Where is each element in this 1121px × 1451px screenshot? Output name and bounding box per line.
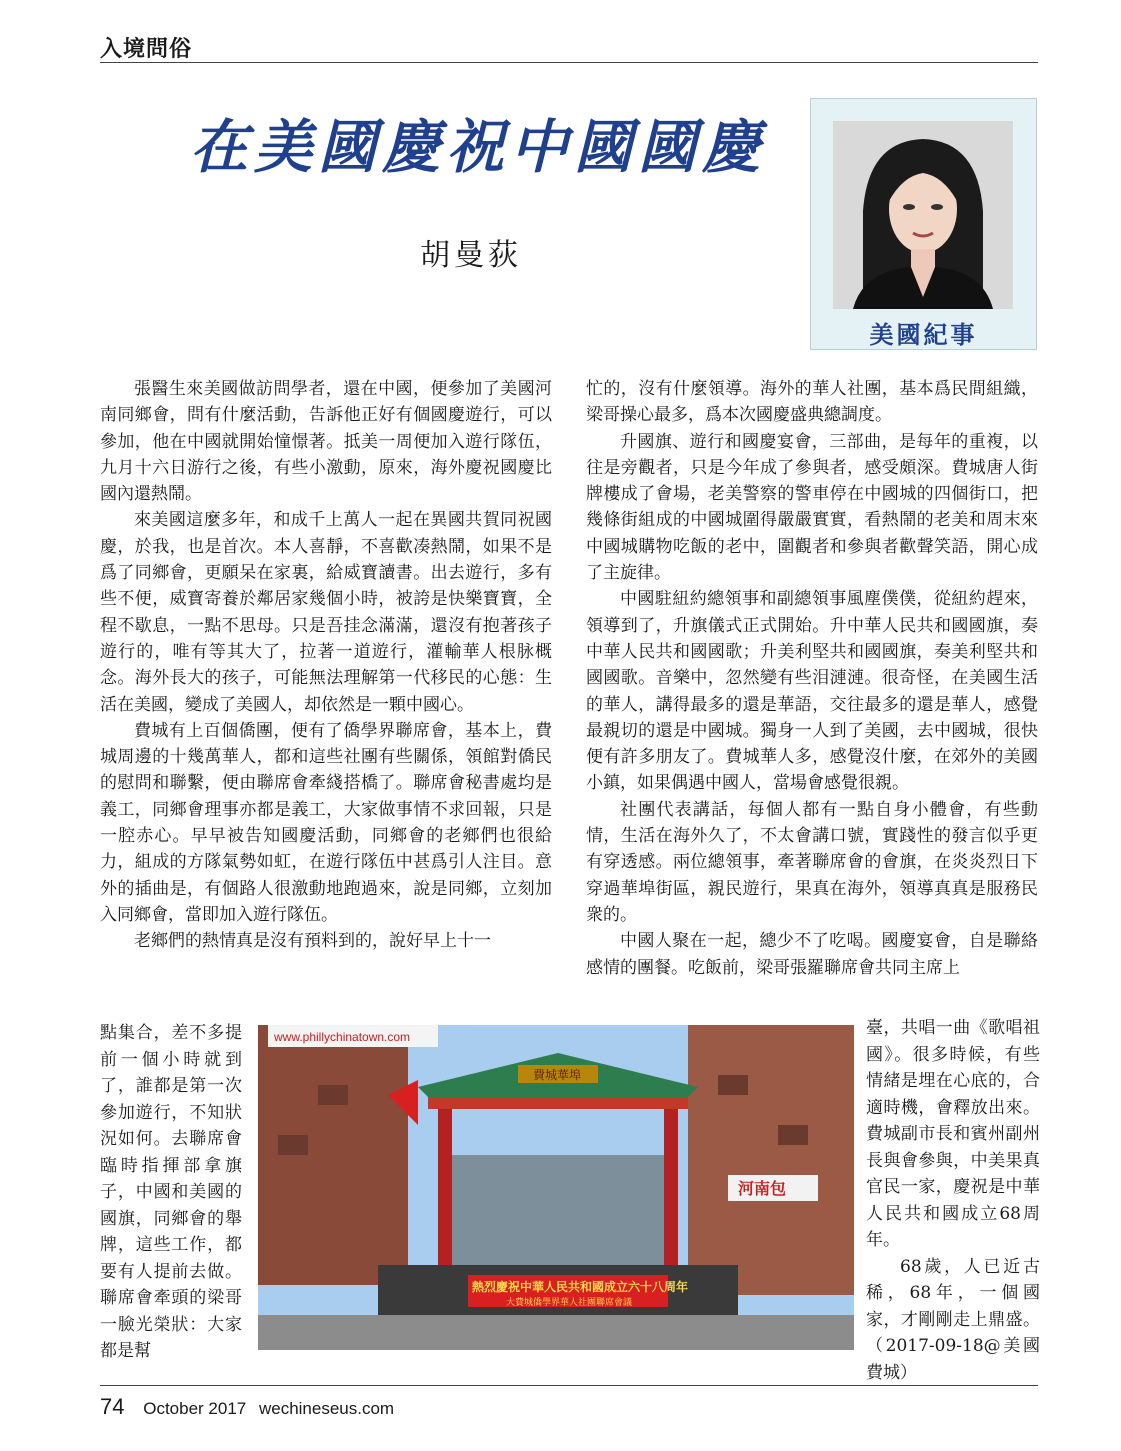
paragraph: 68歲，人已近古稀，68年，一個國家，才剛剛走上鼎盛。（2017-09-18@美國費城） [866, 1256, 1040, 1383]
right-column [586, 376, 1038, 981]
paragraph: 升國旗、遊行和國慶宴會，三部曲，是每年的重複，以往是旁觀者，只是今年成了參與者，感受頗深。費城唐人街牌樓成了會場，老美警察的警車停在中國城的四個街口，把幾條街組成的中國城圍得嚴嚴實實，看熱鬧的老美和周末來中國城購物吃飯的老中，圍觀者和參與者歡聲笑語，開心成了主旋律。 [586, 431, 1038, 584]
section-label: 入境問俗 [100, 36, 193, 62]
banner-main: 熱烈慶祝中華人民共和國成立六十八周年 [472, 1280, 689, 1294]
paragraph: 臺，共唱一曲《歌唱祖國》。很多時候，有些情緒是埋在心底的，合適時機，會釋放出來。費城副市長和賓州副州長與會參與，中美果真官民一家，慶祝是中華人民共和國成立68周年。 [866, 1018, 1040, 1250]
paragraph: 忙的，沒有什麼領導。海外的華人社團，基本爲民間組織，梁哥操心最多，爲本次國慶盛典總調度。 [586, 379, 1038, 426]
author-name: 胡曼荻 [420, 238, 522, 273]
author-photo-box [810, 98, 1037, 350]
paragraph: 來美國這麼多年，和成千上萬人一起在異國共賀同祝國慶，於我，也是首次。本人喜靜，不喜歡凑熱鬧，如果不是爲了同鄉會，更願呆在家裏，給威寶讀書。出去遊行，多有些不便，威寶寄養於鄰居家幾個小時，被誇是快樂寶寶，全程不歇息，一點不思母。只是吾挂念滿滿，還沒有抱著孩子遊行的，唯有等其大了，拉著一道遊行，灌輸華人根脉概念。海外長大的孩子，可能無法理解第一代移民的心態：生活在美國，變成了美國人，却依然是一顆中國心。 [100, 510, 552, 715]
footer [100, 1394, 402, 1420]
right-narrow-column [866, 1015, 1040, 1386]
paragraph: 張醫生來美國做訪問學者，還在中國，便參加了美國河南同鄉會，問有什麼活動，告訴他正好有個國慶遊行，可以參加，他在中國就開始憧憬著。抵美一周便加入遊行隊伍，九月十六日游行之後，有些小激動，原來，海外慶祝國慶比國內還熱鬧。 [100, 379, 552, 505]
paragraph: 老鄉們的熱情真是沒有預料到的，說好早上十一 [134, 931, 491, 952]
left-column [100, 376, 552, 955]
paragraph: 費城有上百個僑團，便有了僑學界聯席會，基本上，費城周邊的十幾萬華人，都和這些社團有些關係，領館對僑民的慰問和聯繫，便由聯席會牽綫搭橋了。聯席會秘書處均是義工，同鄉會理事亦都是義工，大家做事情不求回報，只是一腔赤心。早早被告知國慶活動，同鄉會的老鄉們也很給力，組成的方隊氣勢如虹，在遊行隊伍中甚爲引人注目。意外的插曲是，有個路人很激動地跑過來，說是同鄉，立刻加入同鄉會，當即加入遊行隊伍。 [100, 720, 552, 925]
footer-divider [100, 1385, 1038, 1386]
author-portrait [833, 121, 1013, 309]
issue-date: October 2017 [143, 1399, 247, 1418]
article-title: 在美國慶祝中國國慶 [190, 113, 767, 181]
paragraph: 社團代表講話，每個人都有一點自身小體會，有些動情，生活在海外久了，不太會講口號，實踐性的發言似乎更有穿透感。兩位總領事，牽著聯席會的會旗，在炎炎烈日下穿過華埠街區，親民遊行，果真在海外，領導真真是服務民衆的。 [586, 799, 1038, 925]
website-sign: www.phillychinatown.com [274, 1030, 411, 1044]
left-narrow-column: 點集合，差不多提前一個小時就到了，誰都是第一次參加遊行，不知狀況如何。去聯席會臨時指揮部拿旗子，中國和美國的國旗，同鄉會的舉牌，這些工作，都要有人提前去做。聯席會牽頭的梁哥一臉光榮狀：大家都是幫 [100, 1023, 242, 1361]
website-link[interactable]: wechineseus.com [258, 1399, 395, 1418]
paragraph: 中國駐紐約總領事和副總領事風塵僕僕，從紐約趕來，領導到了，升旗儀式正式開始。升中華人民共和國國旗，奏中華人民共和國國歌；升美利堅共和國國旗，奏美利堅共和國國歌。音樂中，忽然變有些泪漣漣。很奇怪，在美國生活的華人，講得最多的還是華語，交往最多的還是華人，感覺最親切的還是中國城。獨身一人到了美國，去中國城，很快便有許多朋友了。費城華人多，感覺沒什麼，在郊外的美國小鎮，如果偶遇中國人，當場會感覺很親。 [586, 589, 1038, 794]
shop-sign: 河南包 [738, 1179, 787, 1198]
page-number: 74 [100, 1394, 125, 1419]
gate-plaque: 費城華埠 [533, 1068, 582, 1082]
header-divider [100, 62, 1038, 63]
column-tag: 美國紀事 [869, 320, 978, 349]
chinatown-parade-photo [258, 1025, 854, 1350]
paragraph: 中國人聚在一起，總少不了吃喝。國慶宴會，自是聯絡感情的團餐。吃飯前，梁哥張羅聯席會共同主席上 [586, 931, 1038, 978]
banner-sub: 大費城僑學界華人社團聯席會議 [506, 1298, 633, 1308]
